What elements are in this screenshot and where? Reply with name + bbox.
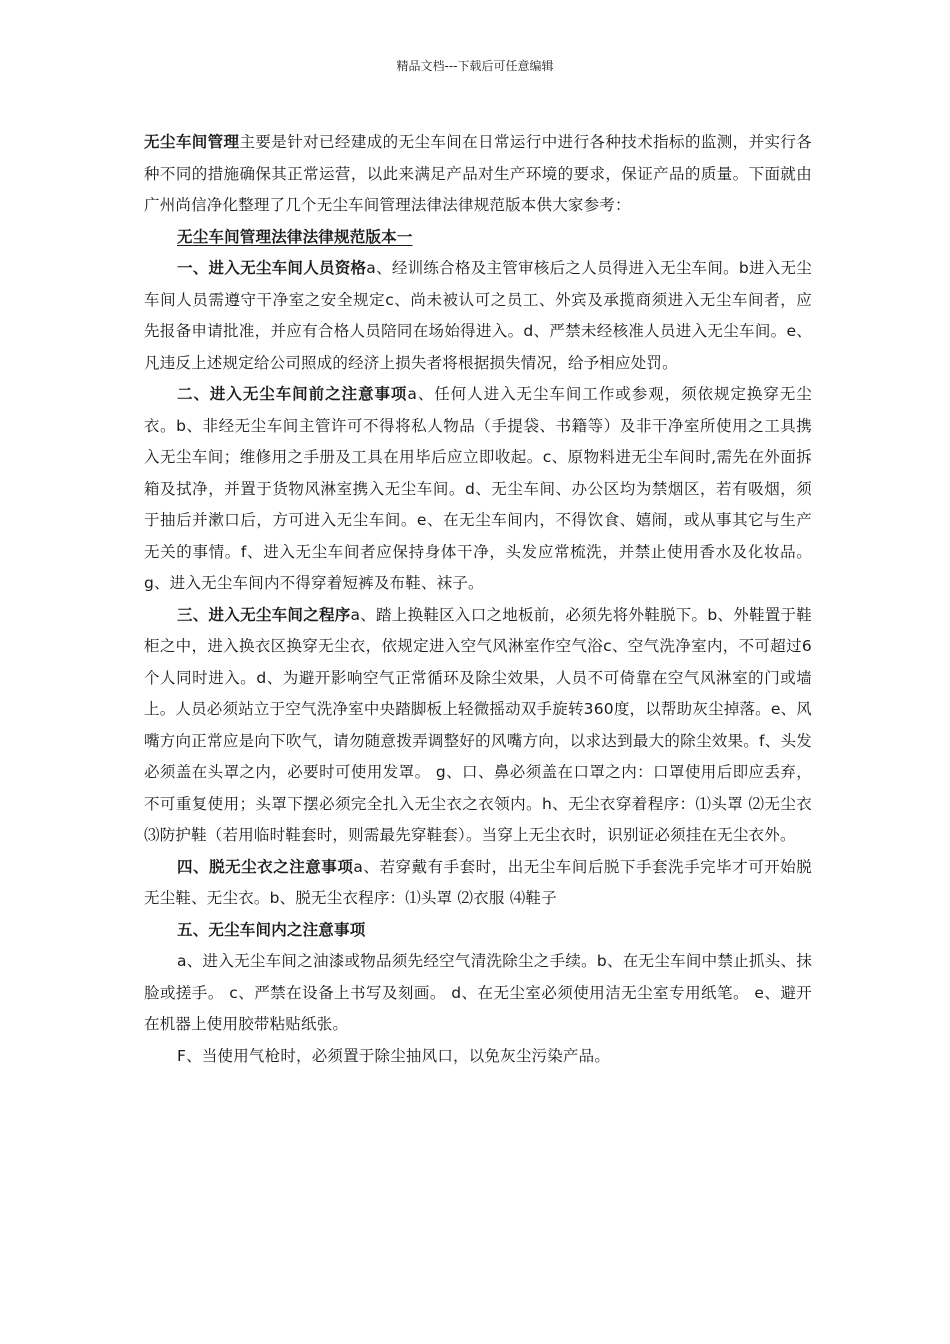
section-3-body: a、踏上换鞋区入口之地板前，必须先将外鞋脱下。b、外鞋置于鞋柜之中，进入换衣区换穿无尘衣，依规定进入空气风淋室作空气浴c、空气洗净室内，不可超过6个人同时进入。d、为避开影响空气正常循环及除尘效果，人员不可倚靠在空气风淋室的门或墙上。人员必须站立于空气洗净室中央踏脚板上轻微摇动双手旋转360度，以帮助灰尘掉落。e、风嘴方向正常应是向下吹气，请勿随意拨弄调整好的风嘴方向，以求达到最大的除尘效果。f、头发必须盖在头罩之内，必要时可使用发罩。 g、口、鼻必须盖在口罩之内：口罩使用后即应丢弃，不可重复使用；头罩下摆必须完全扎入无尘衣之衣领内。h、无尘衣穿着程序：⑴头罩 ⑵无尘衣 ⑶防护鞋（若用临时鞋套时，则需最先穿鞋套）。当穿上无尘衣时，识别证必须挂在无尘衣外。 <box>144 605 812 844</box>
section-4-body: a、若穿戴有手套时，出无尘车间后脱下手套洗手完毕才可开始脱无尘鞋、无尘衣。b、脱无尘衣程序：⑴头罩 ⑵衣服 ⑷鞋子 <box>144 857 812 907</box>
section-4 <box>144 852 812 915</box>
section-5-heading: 五、无尘车间内之注意事项 <box>177 920 366 939</box>
version-title-paragraph <box>144 222 812 254</box>
section-2-body: a、任何人进入无尘车间工作或参观，须依规定换穿无尘衣。b、非经无尘车间主管许可不得将私人物品（手提袋、书籍等）及非干净室所使用之工具携入无尘车间；维修用之手册及工具在用毕后应立即收起。c、原物料进无尘车间时,需先在外面拆箱及拭净，并置于货物风淋室携入无尘车间。d、无尘车间、办公区均为禁烟区，若有吸烟，须于抽后并漱口后，方可进入无尘车间。e、在无尘车间内，不得饮食、嬉闹，或从事其它与生产无关的事情。f、进入无尘车间者应保持身体干净，头发应常梳洗，并禁止使用香水及化妆品。g、进入无尘车间内不得穿着短裤及布鞋、袜子。 <box>144 385 812 592</box>
section-1-heading: 一、进入无尘车间人员资格 <box>177 259 367 277</box>
section-5-paragraph-2: F、当使用气枪时，必须置于除尘抽风口，以免灰尘污染产品。 <box>177 1046 611 1065</box>
section-1-body: a、经训练合格及主管审核后之人员得进入无尘车间。b进入无尘车间人员需遵守干净室之安全规定c、尚未被认可之员工、外宾及承揽商须进入无尘车间者，应先报备申请批准，并应有合格人员陪同在场始得进入。d、严禁未经核准人员进入无尘车间。e、凡违反上述规定给公司照成的经济上损失者将根据损失情况，给予相应处罚。 <box>144 259 813 372</box>
intro-body: 主要是针对已经建成的无尘车间在日常运行中进行各种技术指标的监测，并实行各种不同的措施确保其正常运营，以此来满足产品对生产环境的要求，保证产品的质量。下面就由广州尚信净化整理了几个无尘车间管理法律法律规范版本供大家参考： <box>144 133 813 214</box>
section-3-heading: 三、进入无尘车间之程序 <box>177 605 351 624</box>
document-body <box>144 127 812 1072</box>
page-header: 精品文档---下载后可任意编辑 <box>396 59 554 73</box>
section-5-paragraph-1: a、进入无尘车间之油漆或物品须先经空气清洗除尘之手续。b、在无尘车间中禁止抓头、抹脸或搓手。 c、严禁在设备上书写及刻画。 d、在无尘室必须使用洁无尘室专用纸笔。 e、避开在机器上使用胶带粘贴纸张。 <box>144 952 812 1033</box>
intro-lead: 无尘车间管理 <box>144 133 240 151</box>
section-3 <box>144 600 812 852</box>
section-1 <box>144 253 812 379</box>
section-2 <box>144 379 812 600</box>
version-title: 无尘车间管理法律法律规范版本一 <box>177 227 413 246</box>
section-5-heading-paragraph <box>144 915 812 947</box>
intro-paragraph <box>144 127 812 222</box>
section-2-heading: 二、进入无尘车间前之注意事项 <box>177 385 408 403</box>
section-4-heading: 四、脱无尘衣之注意事项 <box>177 857 354 876</box>
